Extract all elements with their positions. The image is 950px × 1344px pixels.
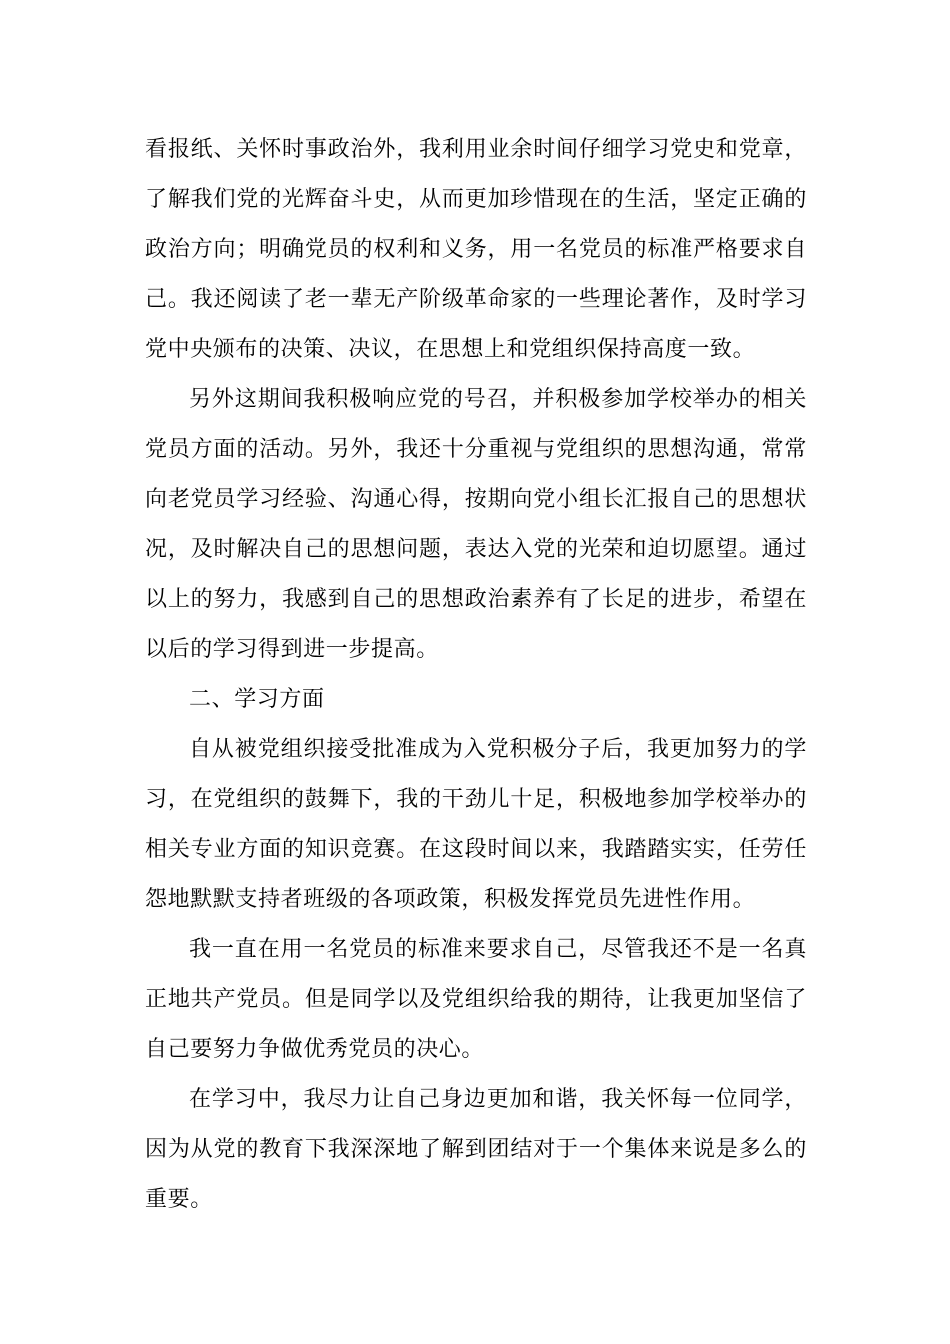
paragraph-study-effort: 自从被党组织接受批准成为入党积极分子后，我更加努力的学习，在党组织的鼓舞下，我的干劲儿十足，积极地参加学校举办的相关专业方面的知识竞赛。在这段时间以来，我踏踏实实，任劳任怨地默默支持者班级的各项政策，积极发挥党员先进性作用。 xyxy=(145,737,807,912)
section-heading-study: 二、学习方面 xyxy=(189,687,325,712)
document-body xyxy=(145,125,807,1225)
paragraph-continuation: 看报纸、关怀时事政治外，我利用业余时间仔细学习党史和党章，了解我们党的光辉奋斗史，从而更加珍惜现在的生活，坚定正确的政治方向；明确党员的权利和义务，用一名党员的标准严格要求自己。我还阅读了老一辈无产阶级革命家的一些理论著作，及时学习党中央颁布的决策、决议，在思想上和党组织保持高度一致。 xyxy=(145,137,807,362)
paragraph-party-standard: 我一直在用一名党员的标准来要求自己，尽管我还不是一名真正地共产党员。但是同学以及党组织给我的期待，让我更加坚信了自己要努力争做优秀党员的决心。 xyxy=(145,937,807,1062)
paragraph-activities: 另外这期间我积极响应党的号召，并积极参加学校举办的相关党员方面的活动。另外，我还十分重视与党组织的思想沟通，常常向老党员学习经验、沟通心得，按期向党小组长汇报自己的思想状况，及时解决自己的思想问题，表达入党的光荣和迫切愿望。通过以上的努力，我感到自己的思想政治素养有了长足的进步，希望在以后的学习得到进一步提高。 xyxy=(145,387,807,662)
paragraph-harmony: 在学习中，我尽力让自己身边更加和谐，我关怀每一位同学，因为从党的教育下我深深地了解到团结对于一个集体来说是多么的重要。 xyxy=(145,1087,807,1212)
